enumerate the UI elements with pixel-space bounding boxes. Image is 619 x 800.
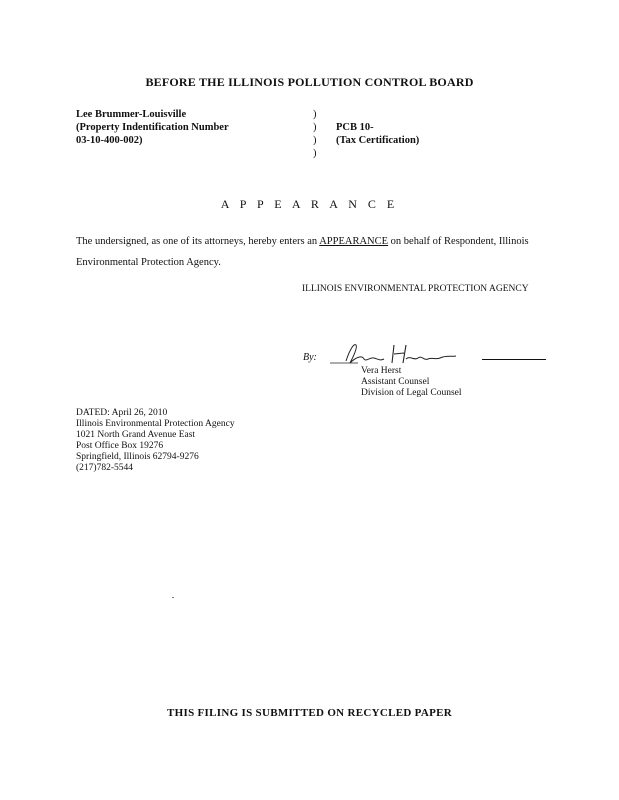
- caption-case-info: [336, 121, 419, 147]
- caption-parties: [76, 108, 229, 147]
- board-title: BEFORE THE ILLINOIS POLLUTION CONTROL BOARD: [145, 75, 474, 89]
- caption-property-label: (Property Indentification Number: [76, 122, 229, 133]
- agency-name: ILLINOIS ENVIRONMENTAL PROTECTION AGENCY: [302, 284, 529, 294]
- appearance-statement: [76, 231, 546, 273]
- by-label: By:: [303, 352, 317, 363]
- statement-text-start: The undersigned, as one of its attorneys, hereby enters an: [76, 236, 320, 247]
- signer-title: Assistant Counsel: [361, 377, 430, 387]
- case-type: (Tax Certification): [336, 135, 420, 146]
- dated-block: [76, 408, 235, 474]
- caption-paren: ): [313, 122, 317, 133]
- recycled-paper-footer: THIS FILING IS SUBMITTED ON RECYCLED PAPER: [167, 707, 452, 719]
- address-agency: Illinois Environmental Protection Agency: [76, 419, 235, 429]
- address-city: Springfield, Illinois 62794-9276: [76, 452, 199, 462]
- appearance-heading: A P P E A R A N C E: [220, 197, 399, 211]
- address-street: 1021 North Grand Avenue East: [76, 430, 196, 440]
- caption-parentheses: [313, 108, 325, 160]
- statement-text-end: on behalf of Respondent, Illinois Environmental Protection Agency.: [76, 236, 529, 268]
- caption-paren: ): [313, 148, 317, 159]
- caption-property-number: 03-10-400-002): [76, 135, 143, 146]
- caption-paren: ): [313, 135, 317, 146]
- caption-paren: ): [313, 109, 317, 120]
- signer-division: Division of Legal Counsel: [361, 388, 462, 398]
- case-number: PCB 10-: [336, 122, 374, 133]
- scan-speck: [172, 597, 174, 598]
- handwritten-signature: [328, 339, 458, 369]
- signer-name: Vera Herst: [361, 366, 402, 376]
- signer-block: [361, 366, 462, 399]
- caption-party-name: Lee Brummer-Louisville: [76, 109, 187, 120]
- statement-emphasis: APPEARANCE: [319, 236, 389, 247]
- signature-line: [482, 359, 546, 360]
- address-po-box: Post Office Box 19276: [76, 441, 164, 451]
- address-phone: (217)782-5544: [76, 463, 133, 473]
- dated-line: DATED: April 26, 2010: [76, 408, 168, 418]
